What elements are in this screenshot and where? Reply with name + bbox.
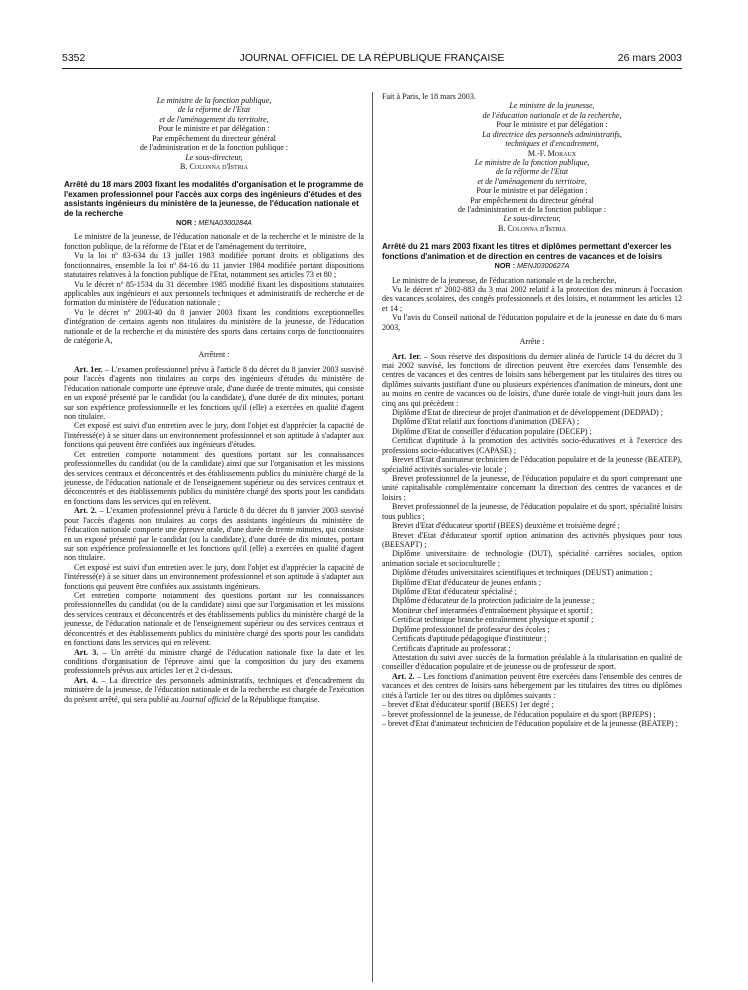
signature-line: de la réforme de l'Etat xyxy=(177,105,251,115)
signature-line: Le sous-directeur, xyxy=(503,214,561,224)
article-text: – Les fonctions d'animation peuvent être exercées dans l'ensemble des centres de vacances et des centres de loisirs sans hébergement par les titulaires des titres ou diplômes cités à l'article 1er ou des titres ou diplômes suivants : xyxy=(382,671,682,700)
diploma-item: Diplôme d'Etat relatif aux fonctions d'animation (DEFA) ; xyxy=(392,417,580,427)
diploma-item: Moniteur chef interarmées d'entraînement physique et sportif ; xyxy=(392,605,593,615)
nor-label: NOR : xyxy=(176,218,197,227)
signature-line: et de l'aménagement du territoire, xyxy=(159,114,269,124)
arrete-heading: Arrête : xyxy=(519,337,545,347)
signature-line: Pour le ministre et par délégation : xyxy=(476,186,588,196)
signature-line: de l'administration et de la fonction publique : xyxy=(457,205,607,215)
diploma-item: Diplôme d'Etat d'éducateur spécialisé ; xyxy=(392,587,517,597)
diploma-item: Certificat technique branche entraînement physique et sportif ; xyxy=(392,615,594,625)
diploma-item: Diplôme d'éducateur de la protection judiciaire de la jeunesse ; xyxy=(392,596,595,606)
signature-line: techniques et d'encadrement, xyxy=(505,139,599,149)
diploma-item: Brevet d'Etat d'éducateur sportif (BEES) deuxième et troisième degré ; xyxy=(392,521,620,531)
diploma-item: Brevet professionnel de la jeunesse, de l'éducation populaire et du sport, spécialité loisirs tous publics ; xyxy=(382,502,682,521)
article-paragraph: Cet entretien comporte notamment des questions portant sur les connaissances professionnelles du candidat (ou de la candidate) ainsi que sur l'organisation et les missions des services centraux et déconcentrés et des établissements publics du ministère chargé de la jeunesse, de l'éducation nationale et de l'enseignement supérieur ou des services centraux et déconcentrés et des établissements publics du ministère chargé des sports pour les candidats en fonctions dans les services qui en relèvent. xyxy=(64,591,364,648)
page-header xyxy=(62,52,682,66)
diploma-item: Diplôme d'Etat de conseiller d'éducation populaire (DECEP) ; xyxy=(392,426,592,436)
decree-title: Arrêté du 21 mars 2003 fixant les titres et diplômes permettant d'exercer les fonctions d'animation et de direction en centres de vacances et de loisirs xyxy=(382,242,672,261)
article-2 xyxy=(382,672,682,700)
preamble-paragraph: Le ministre de la jeunesse, de l'éducation nationale et de la recherche, xyxy=(392,275,617,285)
right-column xyxy=(382,92,682,728)
signatory-name: B. Colonna d'Istria xyxy=(498,223,566,233)
column-divider xyxy=(372,92,373,982)
article-1 xyxy=(64,365,364,422)
issue-date: 26 mars 2003 xyxy=(617,52,682,64)
diploma-item: Brevet d'Etat d'animateur technicien de l'éducation populaire et de la jeunesse (BEATEP), spécialité activités sociales-vie locale ; xyxy=(382,455,682,474)
article-text: – Un arrêté du ministre chargé de l'éducation nationale fixe la date et les conditions d'organisation de l'épreuve ainsi que la composition du jury des examens professionnels prévus aux articles 1er et 2 ci-dessus. xyxy=(64,647,364,676)
article-1 xyxy=(382,352,682,409)
signature-line: Le ministre de la jeunesse, xyxy=(509,101,595,111)
signature-line: Le ministre de la fonction publique, xyxy=(474,157,590,167)
diploma-item: Diplôme professionnel de professeur des écoles ; xyxy=(392,624,550,634)
article-label: Art. 1er. xyxy=(74,364,103,374)
nor-reference xyxy=(64,218,364,227)
signature-line: de la réforme de l'Etat xyxy=(495,167,569,177)
list-item: – brevet d'Etat d'éducateur sportif (BEES) 1er degré ; xyxy=(382,700,554,710)
signature-line: et de l'aménagement du territoire, xyxy=(477,176,587,186)
article-paragraph: Cet exposé est suivi d'un entretien avec le jury, dont l'objet est d'apprécier la capacité de l'intéressé(e) à se situer dans un environnement professionnel et son aptitude à s'adapter aux fonctions qui peuvent être confiées aux assistants ingénieurs. xyxy=(64,562,364,591)
arretent-heading: Arrêtent : xyxy=(198,350,230,360)
list-item: – brevet d'Etat d'animateur technicien de l'éducation populaire et de la jeunesse (BEATEP) ; xyxy=(382,718,678,728)
list-item: – brevet professionnel de la jeunesse, de l'éducation populaire et du sport (BPJEPS) ; xyxy=(382,709,656,719)
nor-label: NOR : xyxy=(494,261,516,271)
nor-reference xyxy=(382,261,682,270)
article-paragraph: Cet exposé est suivi d'un entretien avec le jury, dont l'objet est d'apprécier la capacité de l'intéressé(e) à se situer dans un environnement professionnel et son aptitude à s'adapter aux fonctions qui peuvent être confiées aux ingénieurs d'études. xyxy=(64,421,364,450)
article-label: Art. 2. xyxy=(392,671,415,681)
article-3 xyxy=(64,648,364,676)
journal-title: JOURNAL OFFICIEL DE LA RÉPUBLIQUE FRANÇAISE xyxy=(239,52,505,64)
signature-line: Par empêchement du directeur général xyxy=(152,133,276,143)
signatory-name: M.-F. Moraux xyxy=(527,148,577,158)
article-text: de la République française. xyxy=(230,694,320,704)
signature-line: Pour le ministre et par délégation : xyxy=(496,120,608,130)
article-text: – L'examen professionnel prévu à l'article 8 du décret du 8 janvier 2003 susvisé pour l'accès d'agents non titulaires au corps des assistants ingénieurs du ministère de l'éducation nationale comporte une épreuve orale, d'une durée de trente minutes, qui consiste en un exposé présenté par le candidat (ou la candidate), d'une durée de dix minutes, portant sur son expérience professionnelle et les fonctions qu'il (elle) a exercées en qualité d'agent non titulaire. xyxy=(64,506,364,563)
preamble-paragraph: Vu le décret nº 85-1534 du 31 décembre 1985 modifié fixant les dispositions statutaires applicables aux ingénieurs et aux personnels techniques et administratifs de recherche et de formation du ministère de l'éducation nationale ; xyxy=(64,279,364,308)
preamble-paragraph: Vu le décret nº 2002-883 du 3 mai 2002 relatif à la protection des mineurs à l'occasion des vacances scolaires, des congés professionnels et des loisirs, et notamment les articles 12 et 14 ; xyxy=(382,284,682,313)
article-label: Art. 1er. xyxy=(392,351,422,361)
nor-code: MENJ0300627A xyxy=(517,261,570,271)
article-text: – La directrice des personnels administratifs, techniques et d'encadrement du ministère de la jeunesse, de l'éducation nationale et de la recherche est chargée de l'exécution du présent arrêté, qui sera publié au xyxy=(64,675,365,704)
signature-line: de l'éducation nationale et de la recherche, xyxy=(482,110,622,120)
signature-line: de l'administration et de la fonction publique : xyxy=(139,143,289,153)
article-text: – Sous réserve des dispositions du dernier alinéa de l'article 14 du décret du 3 mai 2002 susvisé, les fonctions de direction peuvent être exercées dans l'ensemble des centres de vacances et des centres de loisirs sans hébergement par les titulaires des titres ou diplômes suivants justifiant d'une ou plusieurs expériences d'animation de mineurs, dont une au moins en centre de vacances ou de loisirs, d'une durée totale de vingt-huit jours dans les cinq ans qui précèdent : xyxy=(382,351,682,408)
journal-officiel-text: Journal officiel xyxy=(180,694,231,704)
diploma-item: Diplôme d'études universitaires scientifiques et techniques (DEUST) animation ; xyxy=(392,568,653,578)
article-4 xyxy=(64,676,364,704)
article-paragraph: Cet entretien comporte notamment des questions portant sur les connaissances professionnelles du candidat (ou de la candidate) ainsi que sur l'organisation et les missions des services centraux et déconcentrés et des établissements publics du ministère chargé de la jeunesse, de l'éducation nationale et de l'enseignement supérieur ou des services centraux et déconcentrés et des établissements publics du ministère chargé des sports pour les candidats en fonctions dans les services qui en relèvent. xyxy=(64,449,364,506)
article-label: Art. 3. xyxy=(74,647,99,657)
diploma-item: Diplôme universitaire de technologie (DUT), spécialité carrières sociales, option animation sociale et socioculturelle ; xyxy=(382,549,682,568)
signature-line: Pour le ministre et par délégation : xyxy=(158,124,270,134)
article-text: – L'examen professionnel prévu à l'article 8 du décret du 8 janvier 2003 susvisé pour l'accès d'agents non titulaires au corps des ingénieurs d'études du ministère de l'éducation nationale comporte une épreuve orale, d'une durée de trente minutes, qui consiste en un exposé présenté par le candidat (ou la candidate), d'une durée de dix minutes, portant sur son expérience professionnelle et les fonctions qu'il (elle) a exercées en qualité d'agent non titulaire. xyxy=(64,364,365,422)
preamble-paragraph: Le ministre de la jeunesse, de l'éducation nationale et de la recherche et le ministre de la fonction publique, de la réforme de l'Etat et de l'aménagement du territoire, xyxy=(64,232,364,251)
diploma-item: Certificat d'aptitude à la promotion des activités socio-éducatives et à l'exercice des professions socio-éducatives (CAPASE) ; xyxy=(382,436,682,455)
left-column xyxy=(64,96,364,704)
article-label: Art. 2. xyxy=(74,506,97,516)
diploma-item: Diplôme d'Etat de directeur de projet d'animation et de développement (DEDPAD) ; xyxy=(392,408,663,418)
nor-code: MENA0300284A xyxy=(198,218,252,227)
diploma-item: Attestation du suivi avec succès de la formation préalable à la titularisation en qualité de conseiller d'éducation populaire et de jeunesse ou de professeur de sport. xyxy=(382,653,682,672)
diploma-item: Diplôme d'Etat d'éducateur de jeunes enfants ; xyxy=(392,577,542,587)
diploma-item: Brevet d'Etat d'éducateur sportif option animation des activités physiques pour tous (BEESAPT) ; xyxy=(382,530,682,549)
diploma-item: Certificats d'aptitude au professorat ; xyxy=(392,643,511,653)
decree-title: Arrêté du 18 mars 2003 fixant les modalités d'organisation et le programme de l'examen professionnel pour l'accès aux corps des ingénieurs d'études et des assistants ingénieurs du ministère de la jeunesse, de l'éducation nationale et de la recherche xyxy=(64,180,364,218)
page-number: 5352 xyxy=(62,52,86,64)
signature-line: Par empêchement du directeur général xyxy=(470,195,594,205)
preamble-paragraph: Vu la loi nº 83-634 du 13 juillet 1983 modifiée portant droits et obligations des fonctionnaires, ensemble la loi nº 84-16 du 11 janvier 1984 modifiée portant dispositions statutaires relatives à la fonction publique de l'Etat, notamment ses articles 73 et 80 ; xyxy=(64,251,364,280)
preamble-paragraph: Vu le décret nº 2003-40 du 8 janvier 2003 fixant les conditions exceptionnelles d'intégration de certains agents non titulaires du ministère de la jeunesse, de l'éducation nationale et de la recherche et du ministère des sports dans certains corps de fonctionnaires de catégorie A, xyxy=(64,307,364,346)
article-label: Art. 4. xyxy=(74,675,98,685)
fait-a-paris: Fait à Paris, le 18 mars 2003. xyxy=(382,92,476,101)
diploma-item: Brevet professionnel de la jeunesse, de l'éducation populaire et du sport comprenant une unité capitalisable complémentaire concernant la direction des centres de vacances et de loisirs ; xyxy=(382,474,682,502)
signature-line: La directrice des personnels administratifs, xyxy=(482,129,622,139)
article-2 xyxy=(64,506,364,563)
signature-line: Le ministre de la fonction publique, xyxy=(156,96,272,105)
header-rule xyxy=(62,68,682,69)
signature-line: Le sous-directeur, xyxy=(185,152,243,162)
signatory-name: B. Colonna d'Istria xyxy=(180,161,248,171)
diploma-item: Certificats d'aptitude pédagogique d'instituteur ; xyxy=(392,634,547,644)
preamble-paragraph: Vu l'avis du Conseil national de l'éducation populaire et de la jeunesse en date du 6 mars 2003, xyxy=(382,313,682,332)
